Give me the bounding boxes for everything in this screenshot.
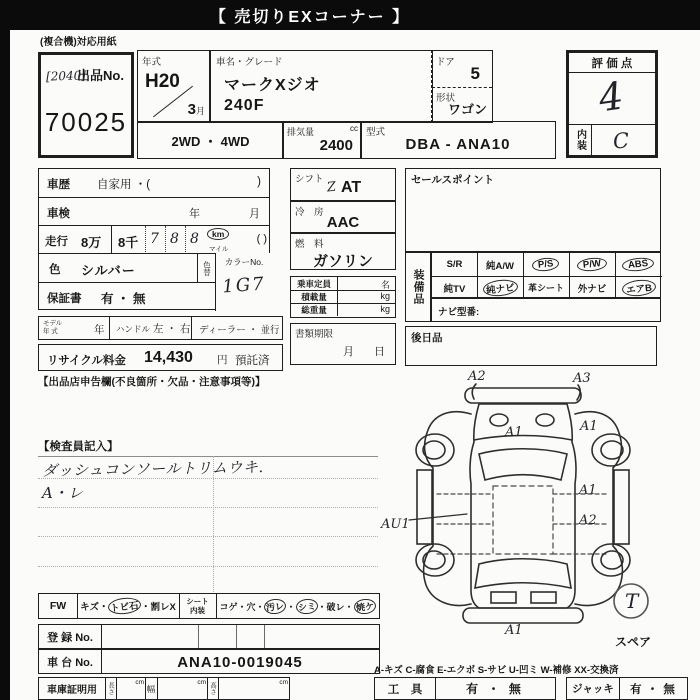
door-seams-left bbox=[437, 494, 493, 554]
sales-point-label: セールスポイント bbox=[411, 174, 495, 186]
rear-plate-left bbox=[491, 592, 516, 603]
warranty-value: 有 ・ 無 bbox=[101, 292, 146, 306]
mark-side-right-1: A1 bbox=[579, 483, 597, 498]
cell-model-code bbox=[360, 121, 556, 159]
equip-pw bbox=[569, 253, 616, 277]
month-number: 3 bbox=[187, 101, 196, 118]
rear-plate-right bbox=[531, 592, 556, 603]
tools-label: 工 具 bbox=[375, 678, 436, 699]
chassis-value: ANA10-0019045 bbox=[177, 654, 303, 671]
recycle-label: リサイクル料金 bbox=[47, 355, 126, 367]
jack-label: ジャッキ bbox=[567, 678, 620, 699]
seat-part-3: ・ bbox=[286, 601, 296, 612]
spare-label: スペア bbox=[615, 635, 652, 649]
mark-fender-right: A1 bbox=[580, 419, 598, 434]
seat-interior-label bbox=[179, 594, 217, 618]
load-unit: kg bbox=[380, 291, 390, 301]
headlamp-right bbox=[536, 414, 554, 426]
mileage-div3 bbox=[165, 226, 166, 254]
color-change-label: 色替 bbox=[197, 254, 216, 283]
warranty-label: 保証書 bbox=[47, 293, 82, 305]
equip-navi bbox=[477, 276, 524, 299]
cell-door-shape bbox=[431, 50, 493, 123]
interior-value: C bbox=[611, 128, 631, 154]
mark-front-right: A3 bbox=[573, 371, 591, 386]
tools-value: 有 ・ 無 bbox=[466, 682, 524, 696]
garage-height-label: 高さ bbox=[207, 678, 219, 699]
mileage-mile-label: マイル bbox=[209, 246, 229, 253]
fuel-box bbox=[290, 233, 396, 270]
mileage-sen: 8千 bbox=[118, 235, 139, 250]
seat-damage-value bbox=[216, 594, 379, 618]
front-bumper bbox=[465, 388, 581, 403]
mark-side-left: AU1 bbox=[381, 517, 410, 532]
door-shape-divider bbox=[432, 87, 492, 88]
inspector-note-2: A・レ bbox=[42, 484, 83, 502]
mark-hook-right bbox=[577, 385, 580, 400]
wheel-rear-right-inner bbox=[601, 551, 623, 569]
capacity-row bbox=[291, 277, 395, 291]
car-diagram bbox=[375, 358, 695, 660]
load-row bbox=[291, 290, 395, 304]
sales-point-box bbox=[405, 168, 661, 252]
registration-divider-1 bbox=[198, 625, 199, 648]
recycle-value: 14,430 bbox=[144, 349, 193, 366]
seat-part-1: コゲ・穴・ bbox=[219, 601, 265, 612]
mark-rear: A1 bbox=[505, 623, 523, 638]
model-year-label bbox=[43, 320, 62, 336]
equip-tv-text: 純TV bbox=[443, 283, 466, 295]
seat-dirt-circled: 汚レ bbox=[264, 597, 287, 614]
hood-line bbox=[474, 436, 572, 441]
equip-leather-text: 革シート bbox=[527, 283, 564, 293]
registration-divider-2 bbox=[236, 625, 237, 648]
mark-front-left: A2 bbox=[468, 369, 486, 384]
wheel-front-left bbox=[416, 434, 454, 466]
car-name: マークXジオ bbox=[224, 77, 321, 94]
interior-label: 内装 bbox=[569, 124, 592, 155]
rear-bumper bbox=[463, 608, 583, 623]
shape-label: 形状 bbox=[436, 93, 456, 104]
damage-legend: A-キズ C-腐食 E-エクボ S-サビ U-凹ミ W-補修 XX-交換済 bbox=[374, 665, 619, 676]
mileage-man: 8万 bbox=[81, 235, 102, 250]
lot-number-label: 出品No. bbox=[77, 68, 124, 83]
model-code-value: DBA - ANA10 bbox=[405, 136, 511, 153]
mileage-div4 bbox=[185, 226, 186, 254]
mark-side-right-2: A2 bbox=[579, 513, 597, 528]
shaken-month-unit: 月 bbox=[249, 208, 260, 220]
equip-aw-text: 純A/W bbox=[486, 260, 514, 272]
recycle-row bbox=[38, 344, 283, 371]
seat-part-5: ・破レ・ bbox=[317, 601, 354, 612]
handle-value: 左 ・ 右 bbox=[153, 323, 191, 335]
wheel-front-left-inner bbox=[423, 441, 445, 459]
rear-window bbox=[475, 559, 571, 588]
door-label: ドア bbox=[436, 57, 455, 68]
score-label: 評 価 点 bbox=[569, 53, 655, 73]
inspector-rule-4 bbox=[38, 566, 378, 567]
inspector-note-1: ダッシュコンソールトリムウキ. bbox=[41, 458, 264, 480]
door-value: 5 bbox=[470, 64, 480, 83]
equip-abs-circled: ABS bbox=[622, 256, 655, 272]
detail-table bbox=[38, 168, 270, 310]
model-year-unit: 年 bbox=[94, 324, 105, 336]
color-no-box bbox=[215, 253, 272, 311]
equip-tv bbox=[432, 276, 478, 299]
fuel-value: ガソリン bbox=[312, 253, 373, 270]
shift-label: シフト bbox=[295, 174, 324, 185]
right-sill bbox=[614, 470, 629, 544]
month-unit: 月 bbox=[195, 106, 205, 116]
history-label: 車歴 bbox=[47, 179, 70, 191]
equip-airbag-circled: エアB bbox=[621, 278, 656, 297]
shift-value: AT bbox=[341, 179, 362, 196]
garage-label: 車庫証明用 bbox=[39, 678, 106, 699]
mileage-row bbox=[39, 225, 269, 254]
score-value: 4 bbox=[596, 73, 627, 121]
shape-value: ワゴン bbox=[447, 102, 487, 117]
seat-stain-circled: シミ bbox=[295, 597, 318, 614]
history-value: 自家用 ・( bbox=[97, 179, 151, 191]
equip-airbag bbox=[615, 276, 662, 299]
garage-row bbox=[38, 677, 290, 700]
capacity-table bbox=[290, 276, 396, 318]
mileage-digit-2: 8 bbox=[170, 231, 179, 247]
garage-height-cm: cm bbox=[279, 679, 288, 686]
equip-abs bbox=[615, 253, 662, 277]
shift-hand-mark: Z bbox=[326, 179, 337, 196]
fw-part-1: キズ・ bbox=[80, 602, 109, 613]
month-value bbox=[188, 101, 205, 119]
color-no-label: カラーNo. bbox=[224, 257, 264, 267]
seat-label-line-2: 内装 bbox=[190, 606, 205, 615]
equip-navi-circled: 純ナビ bbox=[482, 278, 518, 298]
model-year-row bbox=[38, 316, 283, 340]
docs-month-unit: 月 bbox=[343, 346, 354, 358]
capacity-unit: 名 bbox=[380, 280, 390, 290]
score-box bbox=[566, 50, 658, 158]
registration-row bbox=[38, 624, 380, 649]
ac-label: 冷 房 bbox=[295, 207, 324, 218]
docs-deadline-label: 書類期限 bbox=[295, 329, 334, 340]
ac-value: AAC bbox=[326, 214, 360, 231]
shaken-year-unit: 年 bbox=[189, 208, 200, 220]
weight-row bbox=[291, 303, 395, 316]
mileage-paren: ( ) bbox=[256, 233, 267, 245]
load-label: 積載量 bbox=[291, 290, 338, 303]
dealer-value: ディーラー ・ 並行 bbox=[199, 325, 280, 336]
color-label: 色 bbox=[49, 264, 61, 276]
weight-unit: kg bbox=[380, 304, 390, 314]
shift-box bbox=[290, 168, 396, 201]
sheet-title: 【 売切りEXコーナー 】 bbox=[209, 8, 411, 26]
garage-height-cell bbox=[218, 678, 289, 699]
year-value: H20 bbox=[145, 71, 180, 92]
fw-damage-value bbox=[77, 594, 180, 618]
later-item-label: 後日品 bbox=[411, 332, 443, 344]
fw-stonechip-circled: トビ石 bbox=[108, 596, 142, 615]
registration-divider-3 bbox=[264, 625, 265, 648]
cabin-dashed bbox=[493, 486, 553, 554]
wheel-rear-left bbox=[416, 544, 454, 576]
wheel-front-right bbox=[592, 434, 630, 466]
mark-hook-left bbox=[472, 384, 476, 399]
mileage-div2 bbox=[145, 226, 146, 254]
shaken-label: 車検 bbox=[47, 208, 70, 220]
jack-value: 有 ・ 無 bbox=[630, 683, 676, 696]
mileage-div1 bbox=[111, 226, 112, 254]
model-row-div2 bbox=[191, 317, 192, 339]
seat-burn-circled: 焼ケ bbox=[353, 597, 376, 614]
car-grade: 240F bbox=[224, 97, 265, 114]
displacement-unit: cc bbox=[350, 124, 358, 133]
left-sill bbox=[417, 470, 432, 544]
equip-sr-text: S/R bbox=[446, 259, 463, 270]
model-year-label-2: 年 式 bbox=[43, 328, 58, 335]
displacement-label: 排気量 bbox=[287, 127, 315, 137]
inspector-rule-3 bbox=[38, 536, 378, 537]
equip-leather bbox=[523, 276, 570, 299]
wheel-front-right-inner bbox=[601, 441, 623, 459]
fw-row bbox=[38, 593, 380, 619]
model-code-label: 型式 bbox=[366, 127, 386, 138]
garage-width-cm: cm bbox=[197, 679, 206, 686]
year-label: 年式 bbox=[142, 57, 162, 68]
fw-label: FW bbox=[39, 594, 78, 618]
chassis-row bbox=[38, 649, 380, 674]
mileage-digit-3: 8 bbox=[190, 231, 199, 247]
mileage-label: 走行 bbox=[45, 236, 68, 248]
equip-extnavi-text: 外ナビ bbox=[577, 283, 607, 295]
capacity-label: 乗車定員 bbox=[291, 277, 338, 290]
mileage-km-circled: km bbox=[207, 228, 229, 240]
color-value: シルバー bbox=[81, 263, 136, 278]
mark-hood: A1 bbox=[505, 425, 523, 440]
nav-model-row bbox=[431, 298, 661, 322]
fw-part-3: ・割レX bbox=[140, 602, 176, 613]
model-year-label-1: モデル bbox=[43, 320, 63, 327]
chassis-label: 車 台 No. bbox=[39, 650, 102, 673]
wheel-rear-left-inner bbox=[423, 551, 445, 569]
inspector-rule-2 bbox=[38, 507, 378, 508]
garage-length-cm: cm bbox=[135, 679, 144, 686]
shaken-row bbox=[39, 197, 269, 226]
lot-number-value: 70025 bbox=[44, 107, 128, 137]
cell-displacement bbox=[282, 121, 362, 159]
garage-width-cell bbox=[157, 678, 208, 699]
color-no-value: 1G7 bbox=[221, 273, 267, 298]
weight-label: 総重量 bbox=[291, 303, 338, 316]
model-row-div1 bbox=[109, 317, 110, 339]
seat-label-line-1: シート bbox=[186, 597, 209, 606]
spare-mark: T bbox=[625, 589, 639, 613]
equipment-grid bbox=[431, 252, 661, 298]
garage-length-cell bbox=[116, 678, 146, 699]
mileage-digit-1: 7 bbox=[150, 231, 159, 247]
jack-box bbox=[566, 677, 688, 700]
displacement-value: 2400 bbox=[319, 137, 353, 154]
recycle-status: 預託済 bbox=[235, 355, 270, 367]
wheel-rear-right bbox=[592, 544, 630, 576]
garage-width-label: 幅 bbox=[145, 678, 158, 699]
nav-model-label: ナビ型番: bbox=[438, 307, 480, 318]
ac-box bbox=[290, 201, 396, 233]
name-grade-label: 車名・グレード bbox=[216, 57, 283, 68]
equip-ps-circled: P/S bbox=[532, 257, 561, 273]
equip-ps bbox=[523, 253, 570, 277]
lot-stamp: [2040] bbox=[45, 68, 87, 84]
tools-box bbox=[374, 677, 556, 700]
lot-number-box bbox=[38, 52, 134, 158]
cell-drive: 2WD ・ 4WD bbox=[137, 121, 284, 159]
cell-name-grade bbox=[209, 50, 433, 123]
registration-label: 登 録 No. bbox=[39, 625, 102, 648]
recycle-unit: 円 bbox=[217, 354, 228, 366]
history-paren-close: ) bbox=[257, 176, 261, 188]
equip-extnavi bbox=[569, 276, 616, 299]
equipment-label: 装備品 bbox=[405, 252, 431, 322]
scan-edge-bar bbox=[0, 0, 10, 700]
fuel-label: 燃 料 bbox=[295, 239, 324, 250]
docs-day-unit: 日 bbox=[374, 346, 385, 358]
equip-sr bbox=[432, 253, 478, 277]
handle-label: ハンドル bbox=[116, 324, 151, 334]
declaration-label: 【出品店申告欄(不良箇所・欠品・注意事項等)】 bbox=[38, 376, 266, 388]
cell-year bbox=[137, 50, 211, 123]
windshield bbox=[479, 449, 567, 480]
history-row bbox=[39, 169, 269, 197]
paper-note: (複合機)対応用紙 bbox=[40, 37, 117, 48]
inspector-title: 【検査員記入】 bbox=[38, 441, 119, 453]
equip-aw bbox=[477, 253, 524, 277]
garage-length-label: 長さ bbox=[105, 678, 117, 699]
equip-pw-circled: P/W bbox=[576, 256, 607, 272]
